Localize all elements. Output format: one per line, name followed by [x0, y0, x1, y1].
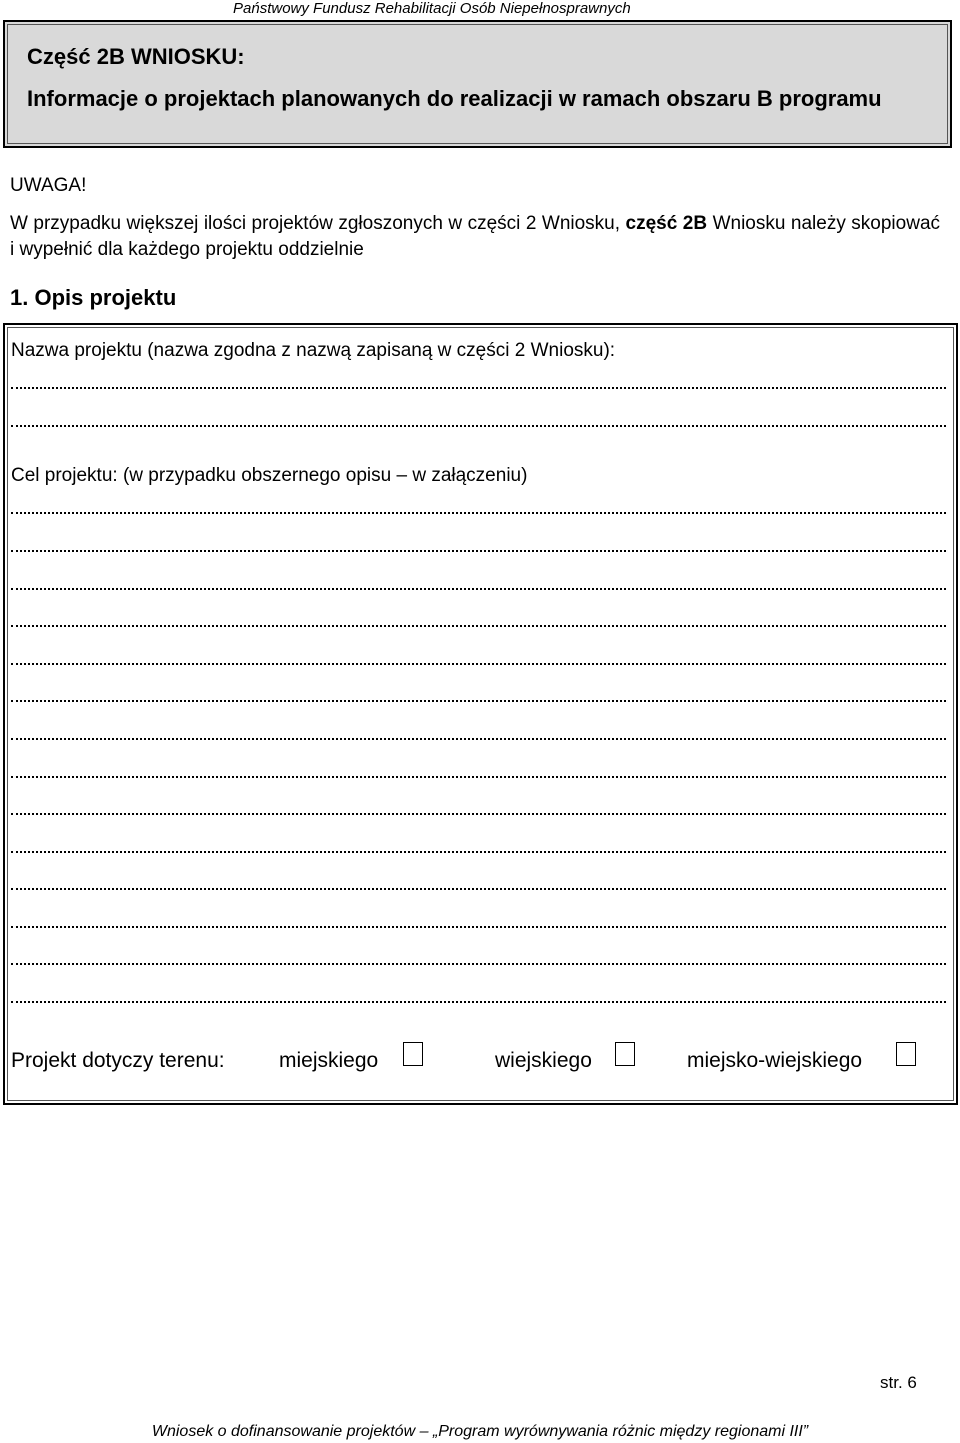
project-goal-line-5[interactable] — [11, 663, 946, 665]
warning-text-part2: Wniosku należy skopiować i wypełnić dla każdego projektu oddzielnie — [10, 213, 941, 260]
project-name-label: Nazwa projektu (nazwa zgodna z nazwą zapisaną w części 2 Wniosku): — [11, 340, 616, 361]
project-goal-line-2[interactable] — [11, 550, 946, 552]
page-subtitle: Informacje o projektach planowanych do realizacji w ramach obszaru B programu — [27, 86, 882, 111]
project-goal-line-8[interactable] — [11, 776, 946, 778]
terrain-option-urban-label: miejskiego — [279, 1049, 379, 1072]
project-goal-line-7[interactable] — [11, 738, 946, 740]
footer-document-title: Wniosek o dofinansowanie projektów – „Program wyrównywania różnic między regionami III” — [151, 1423, 809, 1440]
section-heading: 1. Opis projektu — [10, 285, 177, 310]
project-goal-line-1[interactable] — [11, 512, 946, 514]
project-goal-line-6[interactable] — [11, 700, 946, 702]
project-goal-line-12[interactable] — [11, 926, 946, 928]
project-goal-line-3[interactable] — [11, 588, 946, 590]
header-organization: Państwowy Fundusz Rehabilitacji Osób Niepełnosprawnych — [233, 0, 631, 17]
title-box — [3, 20, 952, 148]
warning-heading: UWAGA! — [10, 175, 87, 196]
warning-text-part1: W przypadku większej ilości projektów zgłoszonych w części 2 Wniosku, — [10, 213, 621, 234]
page-title: Część 2B WNIOSKU: — [27, 44, 245, 69]
warning-text — [10, 211, 940, 263]
project-goal-line-10[interactable] — [11, 851, 946, 853]
terrain-row — [11, 1046, 951, 1076]
project-name-line-1[interactable] — [11, 387, 946, 389]
terrain-mixed-checkbox[interactable] — [896, 1042, 916, 1066]
terrain-rural-checkbox[interactable] — [615, 1042, 635, 1066]
project-description-form — [3, 323, 958, 1105]
terrain-option-rural-label: wiejskiego — [495, 1049, 592, 1072]
page-number: str. 6 — [880, 1373, 917, 1392]
project-goal-line-4[interactable] — [11, 625, 946, 627]
warning-text-bold: część 2B — [625, 213, 708, 234]
form-box-inner — [7, 327, 954, 1101]
terrain-option-mixed-label: miejsko-wiejskiego — [687, 1049, 863, 1072]
terrain-label: Projekt dotyczy terenu: — [11, 1049, 225, 1072]
project-goal-line-9[interactable] — [11, 813, 946, 815]
project-goal-line-11[interactable] — [11, 888, 946, 890]
project-goal-label: Cel projektu: (w przypadku obszernego opisu – w załączeniu) — [11, 465, 528, 486]
project-goal-line-14[interactable] — [11, 1001, 946, 1003]
project-name-line-2[interactable] — [11, 425, 946, 427]
terrain-urban-checkbox[interactable] — [403, 1042, 423, 1066]
project-goal-line-13[interactable] — [11, 963, 946, 965]
